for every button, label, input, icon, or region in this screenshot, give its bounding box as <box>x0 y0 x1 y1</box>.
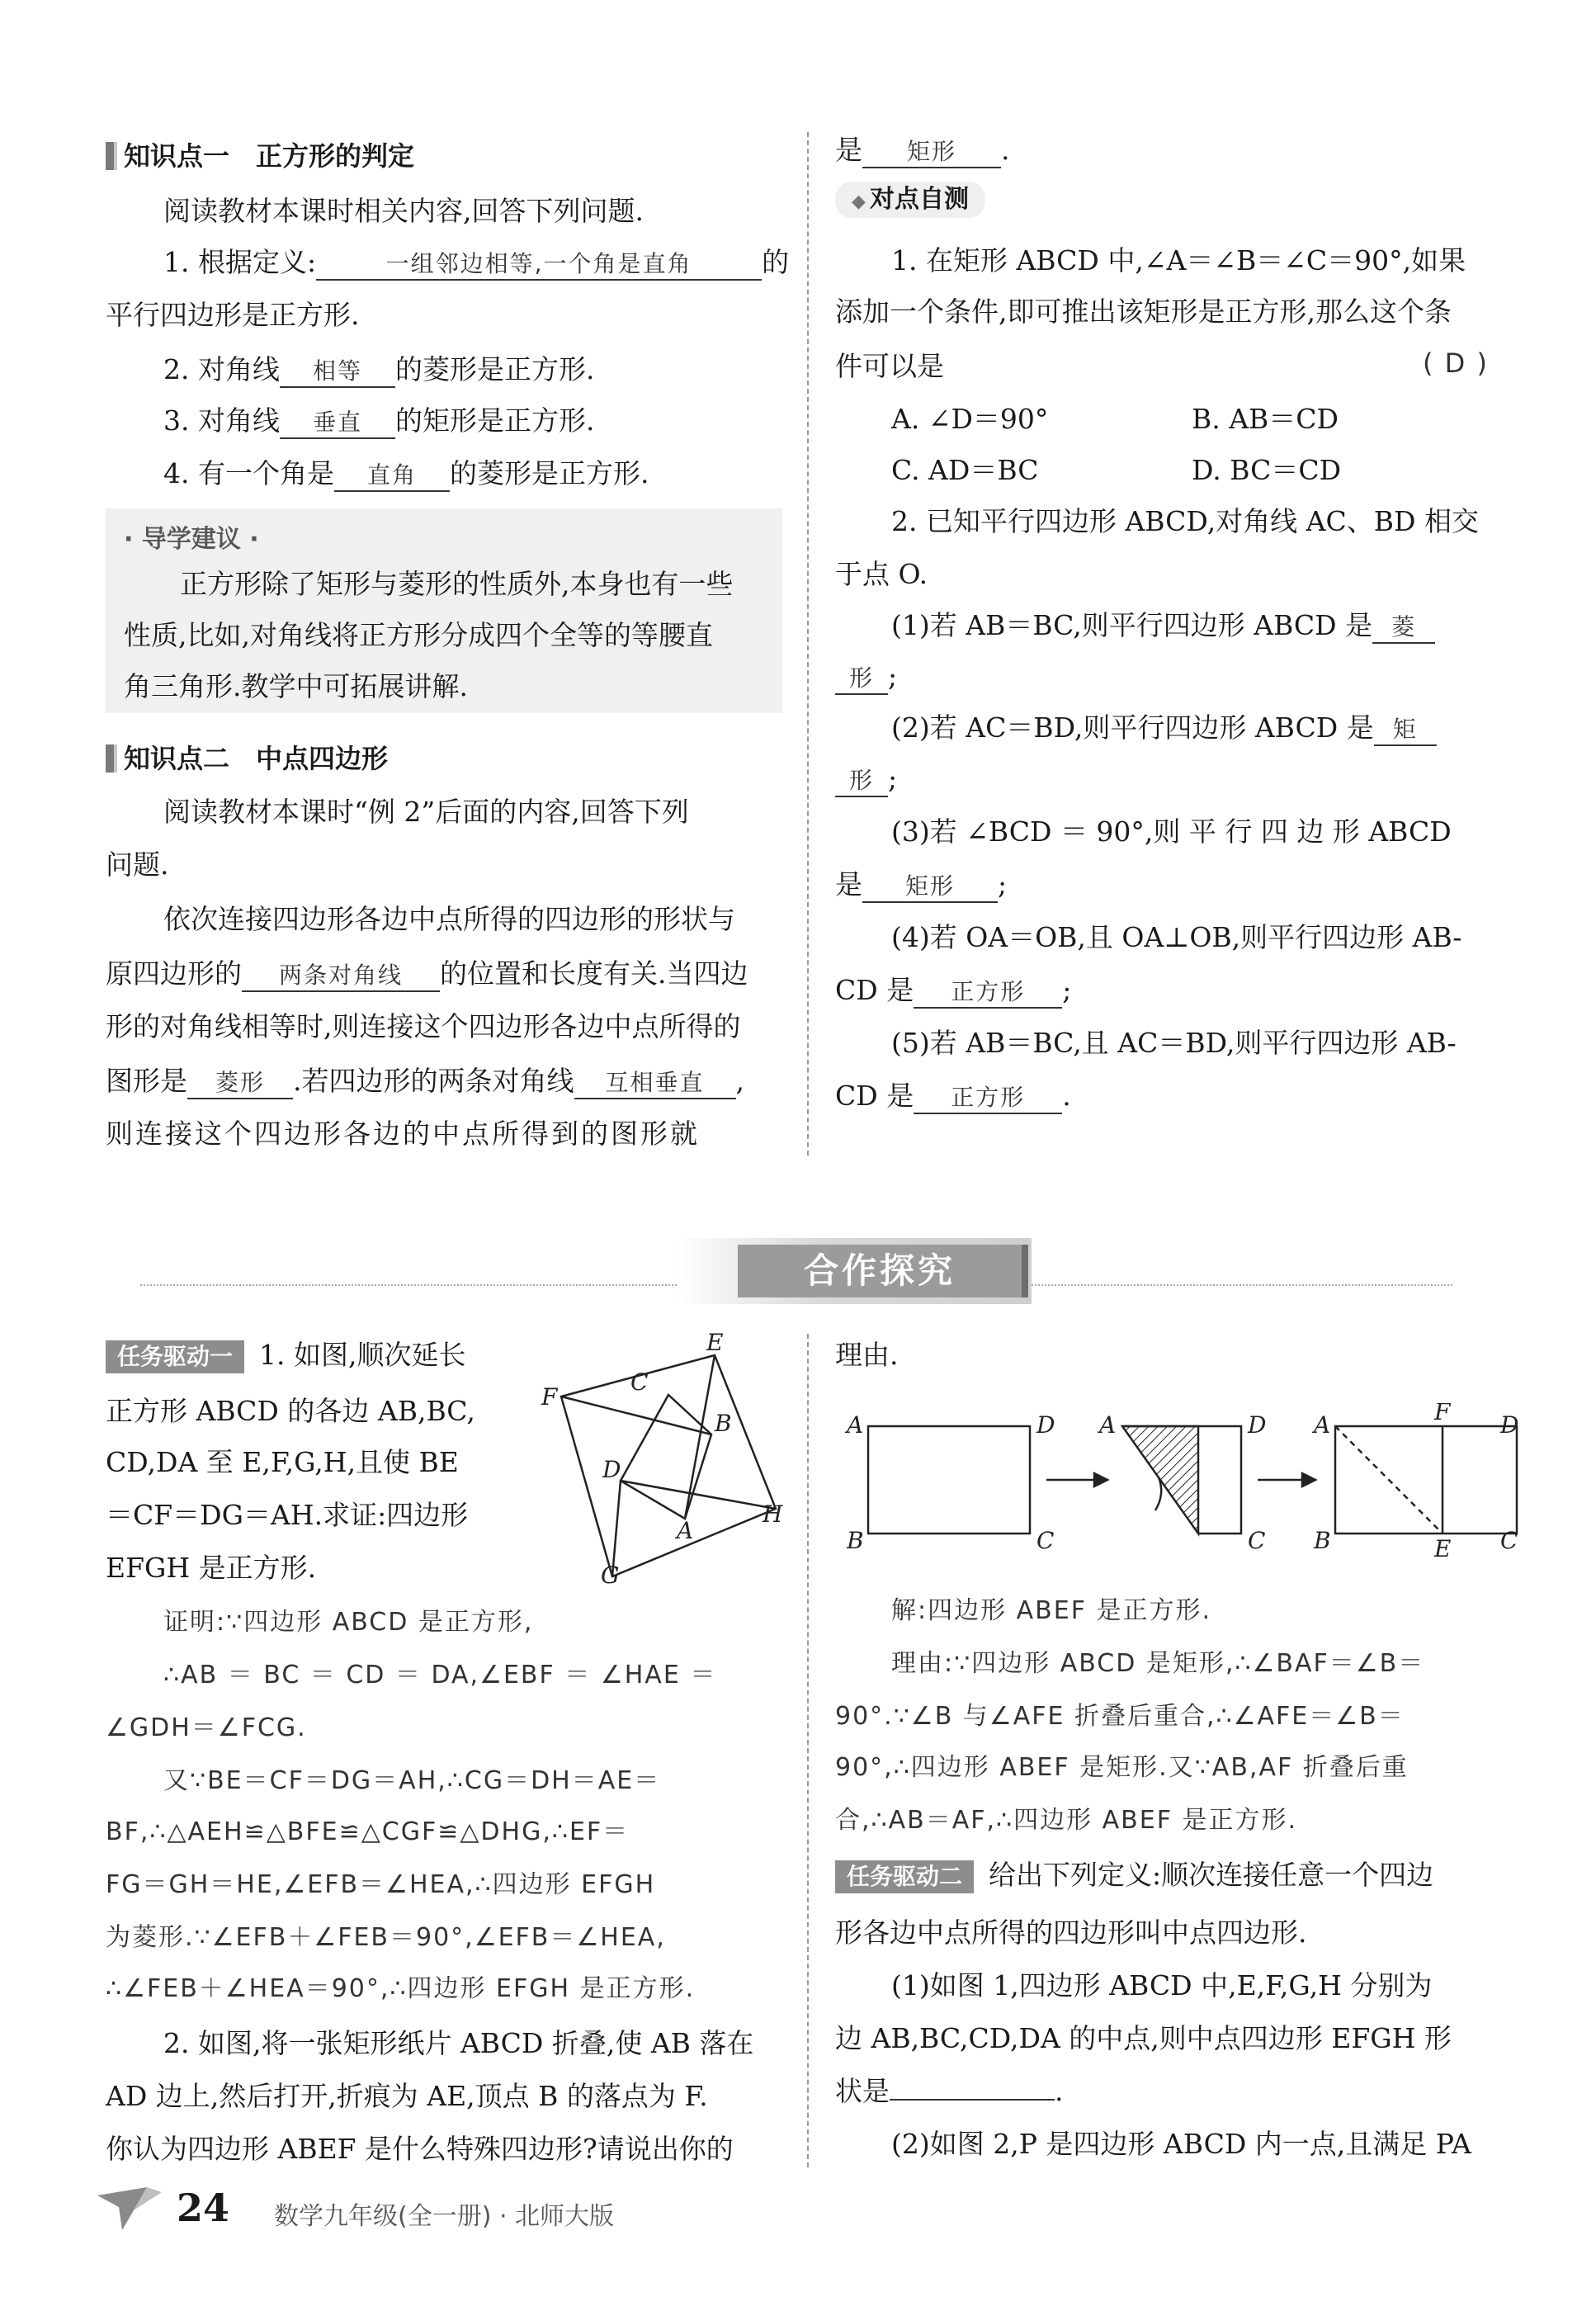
q3-answer: 垂直 <box>280 408 395 439</box>
fig2-label: A <box>1314 1411 1331 1439</box>
fig1-label: D <box>602 1456 621 1483</box>
column-divider-top <box>807 132 809 1156</box>
reason-continuation: 理由. <box>835 1339 899 1371</box>
q2-line: 2. 对角线 相等 的菱形是正方形. <box>163 353 594 388</box>
kp1-intro: 阅读教材本课时相关内容,回答下列问题. <box>163 195 644 227</box>
task2-line-3: 你认为四边形 ABEF 是什么特殊四边形?请说出你的 <box>106 2133 734 2165</box>
task3-line-6: (2)如图 2,P 是四边形 ABCD 内一点,且满足 PA <box>891 2128 1471 2160</box>
s1-line-2: 形 ; <box>835 660 897 695</box>
fig2-label: B <box>1314 1527 1331 1554</box>
fig1-label: F <box>541 1383 558 1411</box>
q3-line: 3. 对角线 垂直 的矩形是正方形. <box>163 404 594 439</box>
knowledge-point-2-title: 知识点二 中点四边形 <box>106 741 388 776</box>
book-title: 数学九年级(全一册) · 北师大版 <box>274 2202 615 2231</box>
fig1-label: E <box>706 1329 724 1356</box>
task3-line-2: 形各边中点所得的四边形叫中点四边形. <box>835 1916 1307 1949</box>
p1-answer: ( D ) <box>1423 347 1489 379</box>
p2-line-1: 2. 已知平行四边形 ABCD,对角线 AC、BD 相交 <box>891 505 1479 537</box>
task3-answer-blank <box>890 2099 1055 2101</box>
solution-line-1: 解:四边形 ABEF 是正方形. <box>891 1596 1212 1625</box>
kp2-line-4: 原四边形的 两条对角线 的位置和长度有关.当四边 <box>106 957 748 992</box>
task1-line-5: EFGH 是正方形. <box>106 1552 317 1584</box>
kp2-answer-diagonals: 两条对角线 <box>242 961 440 992</box>
fig1-label: G <box>601 1562 620 1585</box>
s5-line-1: (5)若 AB＝BC,且 AC＝BD,则平行四边形 AB- <box>891 1027 1457 1059</box>
task1-line-2: 正方形 ABCD 的各边 AB,BC, <box>106 1395 475 1427</box>
kp2-line-3: 依次连接四边形各边中点所得的四边形的形状与 <box>163 903 735 935</box>
fig2-label: F <box>1434 1403 1451 1425</box>
square-efgh <box>561 1355 776 1576</box>
proof-line-5: BF,∴△AEH≌△BFE≌△CGF≌△DHG,∴EF＝ <box>106 1817 630 1846</box>
page-number: 24 <box>177 2186 230 2230</box>
right-continuation: 是 矩形 . <box>835 134 1010 168</box>
kp2-line-5: 形的对角线相等时,则连接这个四边形各边中点所得的 <box>106 1010 741 1042</box>
task3-line-1: 任务驱动二 给出下列定义:顺次连接任意一个四边 <box>835 1859 1433 1893</box>
kp2-line-1: 阅读教材本课时“例 2”后面的内容,回答下列 <box>163 796 689 828</box>
proof-line-8: ∴∠FEB＋∠HEA＝90°,∴四边形 EFGH 是正方形. <box>106 1974 696 2003</box>
proof-line-1: 证明:∵四边形 ABCD 是正方形, <box>163 1608 534 1637</box>
fig2-label: D <box>1248 1411 1267 1439</box>
task1-tag: 任务驱动一 <box>106 1340 244 1373</box>
fig2-label: E <box>1434 1535 1452 1560</box>
s3-line-1: (3)若 ∠BCD ＝ 90°,则 平 行 四 边 形 ABCD <box>891 815 1452 848</box>
s4-line-2: CD 是 正方形 ; <box>835 974 1071 1009</box>
guide-line-2: 性质,比如,对角线将正方形分成四个全等的等腰直 <box>124 619 713 651</box>
fig2-label: C <box>1500 1527 1518 1554</box>
q4-answer: 直角 <box>334 461 450 492</box>
kp2-line-7: 则连接这个四边形各边的中点所得到的图形就 <box>106 1118 700 1150</box>
p2-line-2: 于点 O. <box>835 558 928 590</box>
solution-line-2: 理由:∵四边形 ABCD 是矩形,∴∠BAF＝∠B＝ <box>891 1649 1425 1678</box>
q2-answer: 相等 <box>280 357 395 388</box>
q4-line: 4. 有一个角是 直角 的菱形是正方形. <box>163 457 649 492</box>
square-extension-figure <box>536 1329 784 1585</box>
q1-answer: 一组邻边相等,一个角是直角 <box>316 249 762 281</box>
s2-line-2: 形 ; <box>835 763 897 797</box>
fig2-label: A <box>1099 1411 1117 1439</box>
solution-line-5: 合,∴AB＝AF,∴四边形 ABEF 是正方形. <box>835 1806 1298 1835</box>
s1-line-1: (1)若 AB＝BC,则平行四边形 ABCD 是 菱 <box>891 609 1435 644</box>
solution-line-4: 90°,∴四边形 ABEF 是矩形.又∵AB,AF 折叠后重 <box>835 1753 1409 1782</box>
p1-line-2: 添加一个条件,即可推出该矩形是正方形,那么这个条 <box>835 295 1452 328</box>
section-banner: 合作探究 <box>738 1245 1028 1297</box>
s4-line-1: (4)若 OA＝OB,且 OA⊥OB,则平行四边形 AB- <box>891 921 1462 953</box>
task1-line-1: 任务驱动一 1. 如图,顺次延长 <box>106 1339 465 1373</box>
p1-line-3: 件可以是 <box>835 350 944 382</box>
s3-line-2: 是 矩形 ; <box>835 868 1007 903</box>
q1-line1: 1. 根据定义: 一组邻边相等,一个角是直角 的 <box>163 246 789 281</box>
solution-line-3: 90°.∵∠B 与∠AFE 折叠后重合,∴∠AFE＝∠B＝ <box>835 1702 1405 1731</box>
fig2-label: C <box>1248 1527 1266 1554</box>
kp2-line-6: 图形是 菱形 .若四边形的两条对角线 互相垂直 , <box>106 1065 744 1099</box>
s2-line-1: (2)若 AC＝BD,则平行四边形 ABCD 是 矩 <box>891 711 1437 746</box>
task2-line-1: 2. 如图,将一张矩形纸片 ABCD 折叠,使 AB 落在 <box>163 2027 754 2059</box>
proof-line-3: ∠GDH＝∠FCG. <box>106 1713 307 1742</box>
fig1-label: B <box>715 1410 732 1437</box>
square-abcd <box>621 1395 711 1519</box>
task3-line-4: 边 AB,BC,CD,DA 的中点,则中点四边形 EFGH 形 <box>835 2022 1452 2054</box>
fold-figure <box>835 1403 1528 1560</box>
kp2-answer-perpendicular: 互相垂直 <box>574 1068 736 1099</box>
option-d: D. BC＝CD <box>1192 454 1342 486</box>
diamond-icon: ◆ <box>852 191 866 212</box>
fig2-label: A <box>847 1411 864 1439</box>
fig1-label: H <box>763 1500 783 1528</box>
kp2-line-2: 问题. <box>106 848 169 881</box>
option-a: A. ∠D＝90° <box>891 403 1049 435</box>
fold-step1-rect <box>868 1426 1030 1534</box>
guide-title: · 导学建议 · <box>124 525 259 554</box>
fig1-label: A <box>677 1517 694 1544</box>
q1-line2: 平行四边形是正方形. <box>106 299 360 331</box>
task1-line-3: CD,DA 至 E,F,G,H,且使 BE <box>106 1446 459 1478</box>
fig1-label: C <box>630 1368 649 1396</box>
kp2-answer-rhombus: 菱形 <box>187 1068 293 1099</box>
task3-line-3: (1)如图 1,四边形 ABCD 中,E,F,G,H 分别为 <box>891 1969 1433 2001</box>
proof-line-2: ∴AB ＝ BC ＝ CD ＝ DA,∠EBF ＝ ∠HAE ＝ <box>163 1661 717 1690</box>
knowledge-point-1-title: 知识点一 正方形的判定 <box>106 139 414 173</box>
fig2-label: D <box>1500 1411 1519 1439</box>
s5-line-2: CD 是 正方形 . <box>835 1080 1071 1114</box>
self-test-badge: ◆ 对点自测 <box>835 182 985 218</box>
proof-line-6: FG＝GH＝HE,∠EFB＝∠HEA,∴四边形 EFGH <box>106 1870 656 1899</box>
guide-line-1: 正方形除了矩形与菱形的性质外,本身也有一些 <box>180 568 734 600</box>
task1-line-4: ＝CF＝DG＝AH.求证:四边形 <box>106 1499 469 1531</box>
page-corner-icon <box>97 2187 163 2230</box>
task2-line-2: AD 边上,然后打开,折痕为 AE,顶点 B 的落点为 F. <box>106 2080 708 2112</box>
fold-step3-rect <box>1335 1426 1517 1534</box>
task2-tag: 任务驱动二 <box>835 1860 974 1893</box>
p1-line-1: 1. 在矩形 ABCD 中,∠A＝∠B＝∠C＝90°,如果 <box>891 244 1466 276</box>
fig2-label: B <box>847 1527 864 1554</box>
proof-line-7: 为菱形.∵∠EFB＋∠FEB＝90°,∠EFB＝∠HEA, <box>106 1923 666 1952</box>
fig2-label: C <box>1036 1527 1055 1554</box>
answer-rectangle: 矩形 <box>862 137 1001 168</box>
guide-line-3: 角三角形.教学中可拓展讲解. <box>124 670 468 702</box>
option-b: B. AB＝CD <box>1192 403 1339 435</box>
option-c: C. AD＝BC <box>891 454 1039 486</box>
fig2-label: D <box>1036 1411 1055 1439</box>
proof-line-4: 又∵BE＝CF＝DG＝AH,∴CG＝DH＝AE＝ <box>163 1766 661 1795</box>
task3-line-5: 状是 . <box>835 2075 1064 2107</box>
column-divider-bottom <box>807 1334 809 2167</box>
